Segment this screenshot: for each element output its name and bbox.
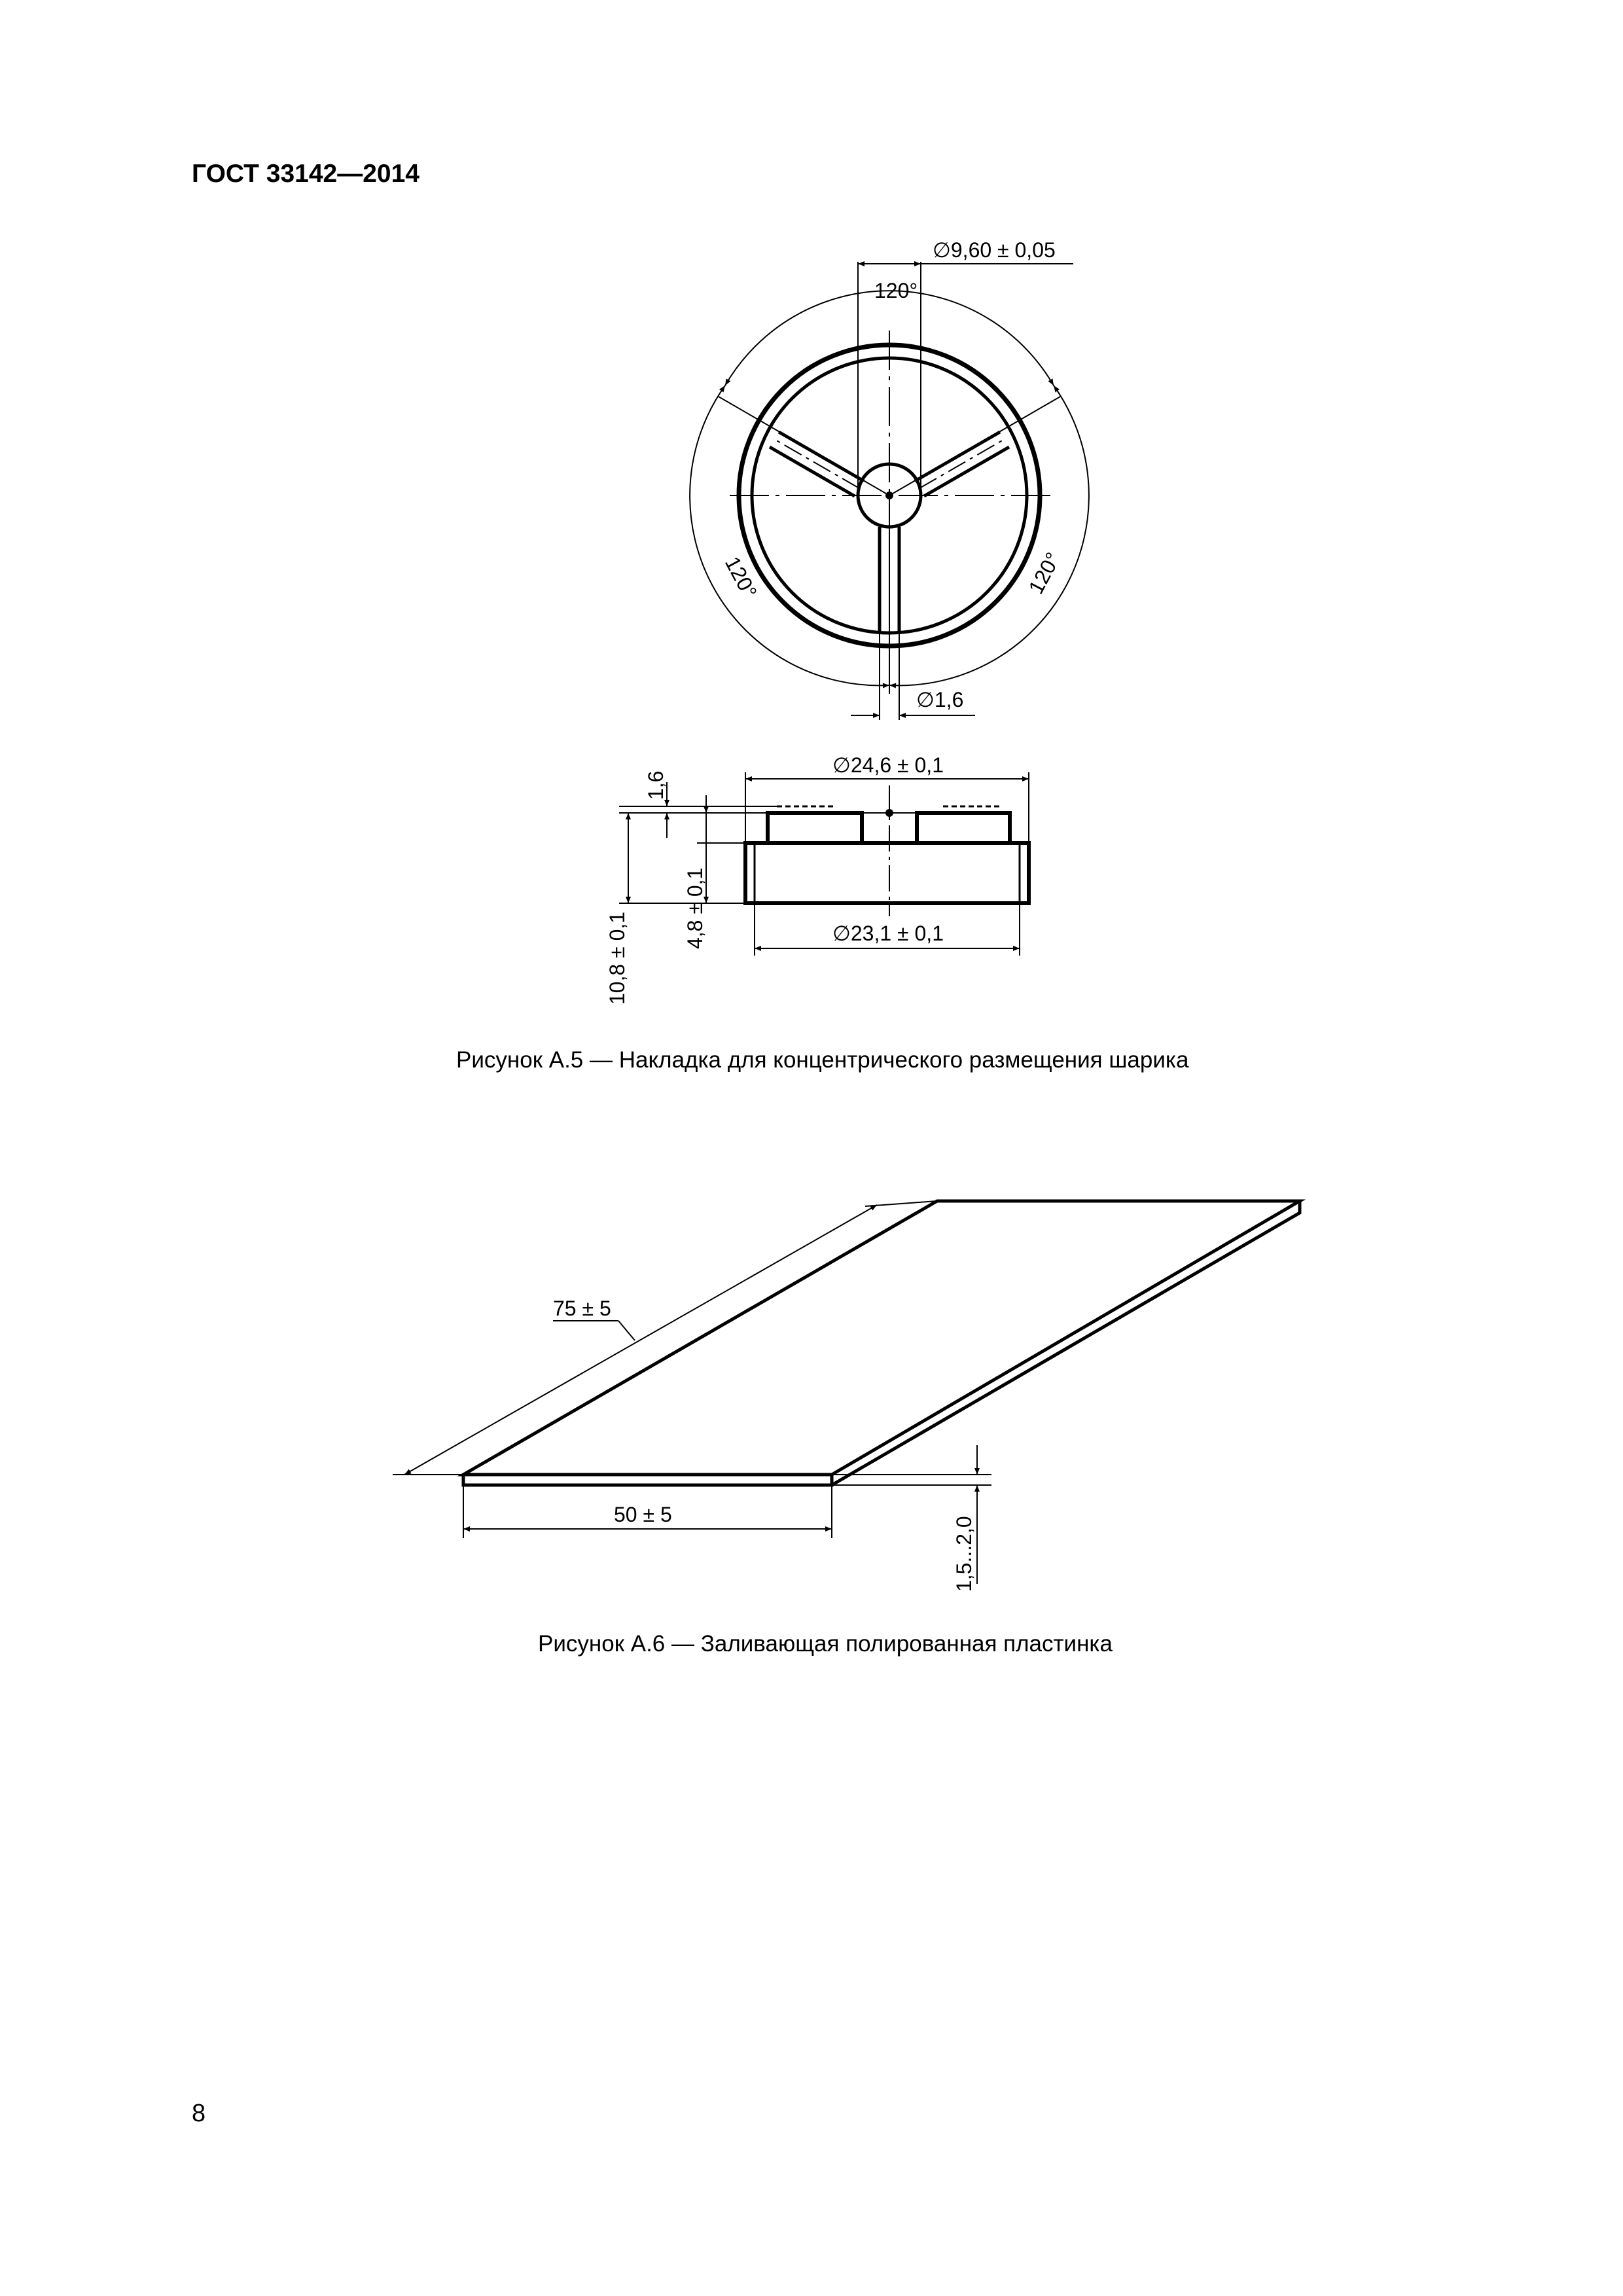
label-total-height: 10,8 ± 0,1 xyxy=(605,911,629,1005)
label-outer-diameter: ∅24,6 ± 0,1 xyxy=(832,753,944,777)
figure-a6-caption: Рисунок А.6 — Заливающая полированная пластинка xyxy=(538,1631,1113,1657)
label-inner-diameter: ∅23,1 ± 0,1 xyxy=(832,922,944,945)
angle-arc-right xyxy=(889,386,1089,685)
figure-a5-caption: Рисунок А.5 — Накладка для концентрического размещения шарика xyxy=(456,1047,1189,1073)
figure-a6-plate xyxy=(393,1201,1300,1584)
label-thickness: 1,5...2,0 xyxy=(952,1516,976,1592)
dim-line-length xyxy=(404,1205,877,1475)
label-width: 50 ± 5 xyxy=(614,1503,672,1526)
angle-arc-left xyxy=(690,386,889,685)
figure-a5-section-view xyxy=(619,772,1029,956)
label-hole-diameter: ∅9,60 ± 0,05 xyxy=(933,238,1056,262)
document-header: ГОСТ 33142—2014 xyxy=(192,160,419,188)
label-angle-left: 120° xyxy=(720,552,762,602)
label-angle-top: 120° xyxy=(874,279,918,302)
label-length: 75 ± 5 xyxy=(553,1297,611,1320)
figure-a5-top-view xyxy=(690,262,1089,720)
label-angle-right: 120° xyxy=(1024,548,1065,598)
label-base-height: 4,8 ± 0,1 xyxy=(683,867,707,949)
label-rim-height: 1,6 xyxy=(644,770,668,800)
plate-top-face xyxy=(463,1201,1300,1475)
base-block xyxy=(745,843,1029,903)
label-slot-width: ∅1,6 xyxy=(916,688,964,711)
page-number: 8 xyxy=(192,2100,206,2127)
